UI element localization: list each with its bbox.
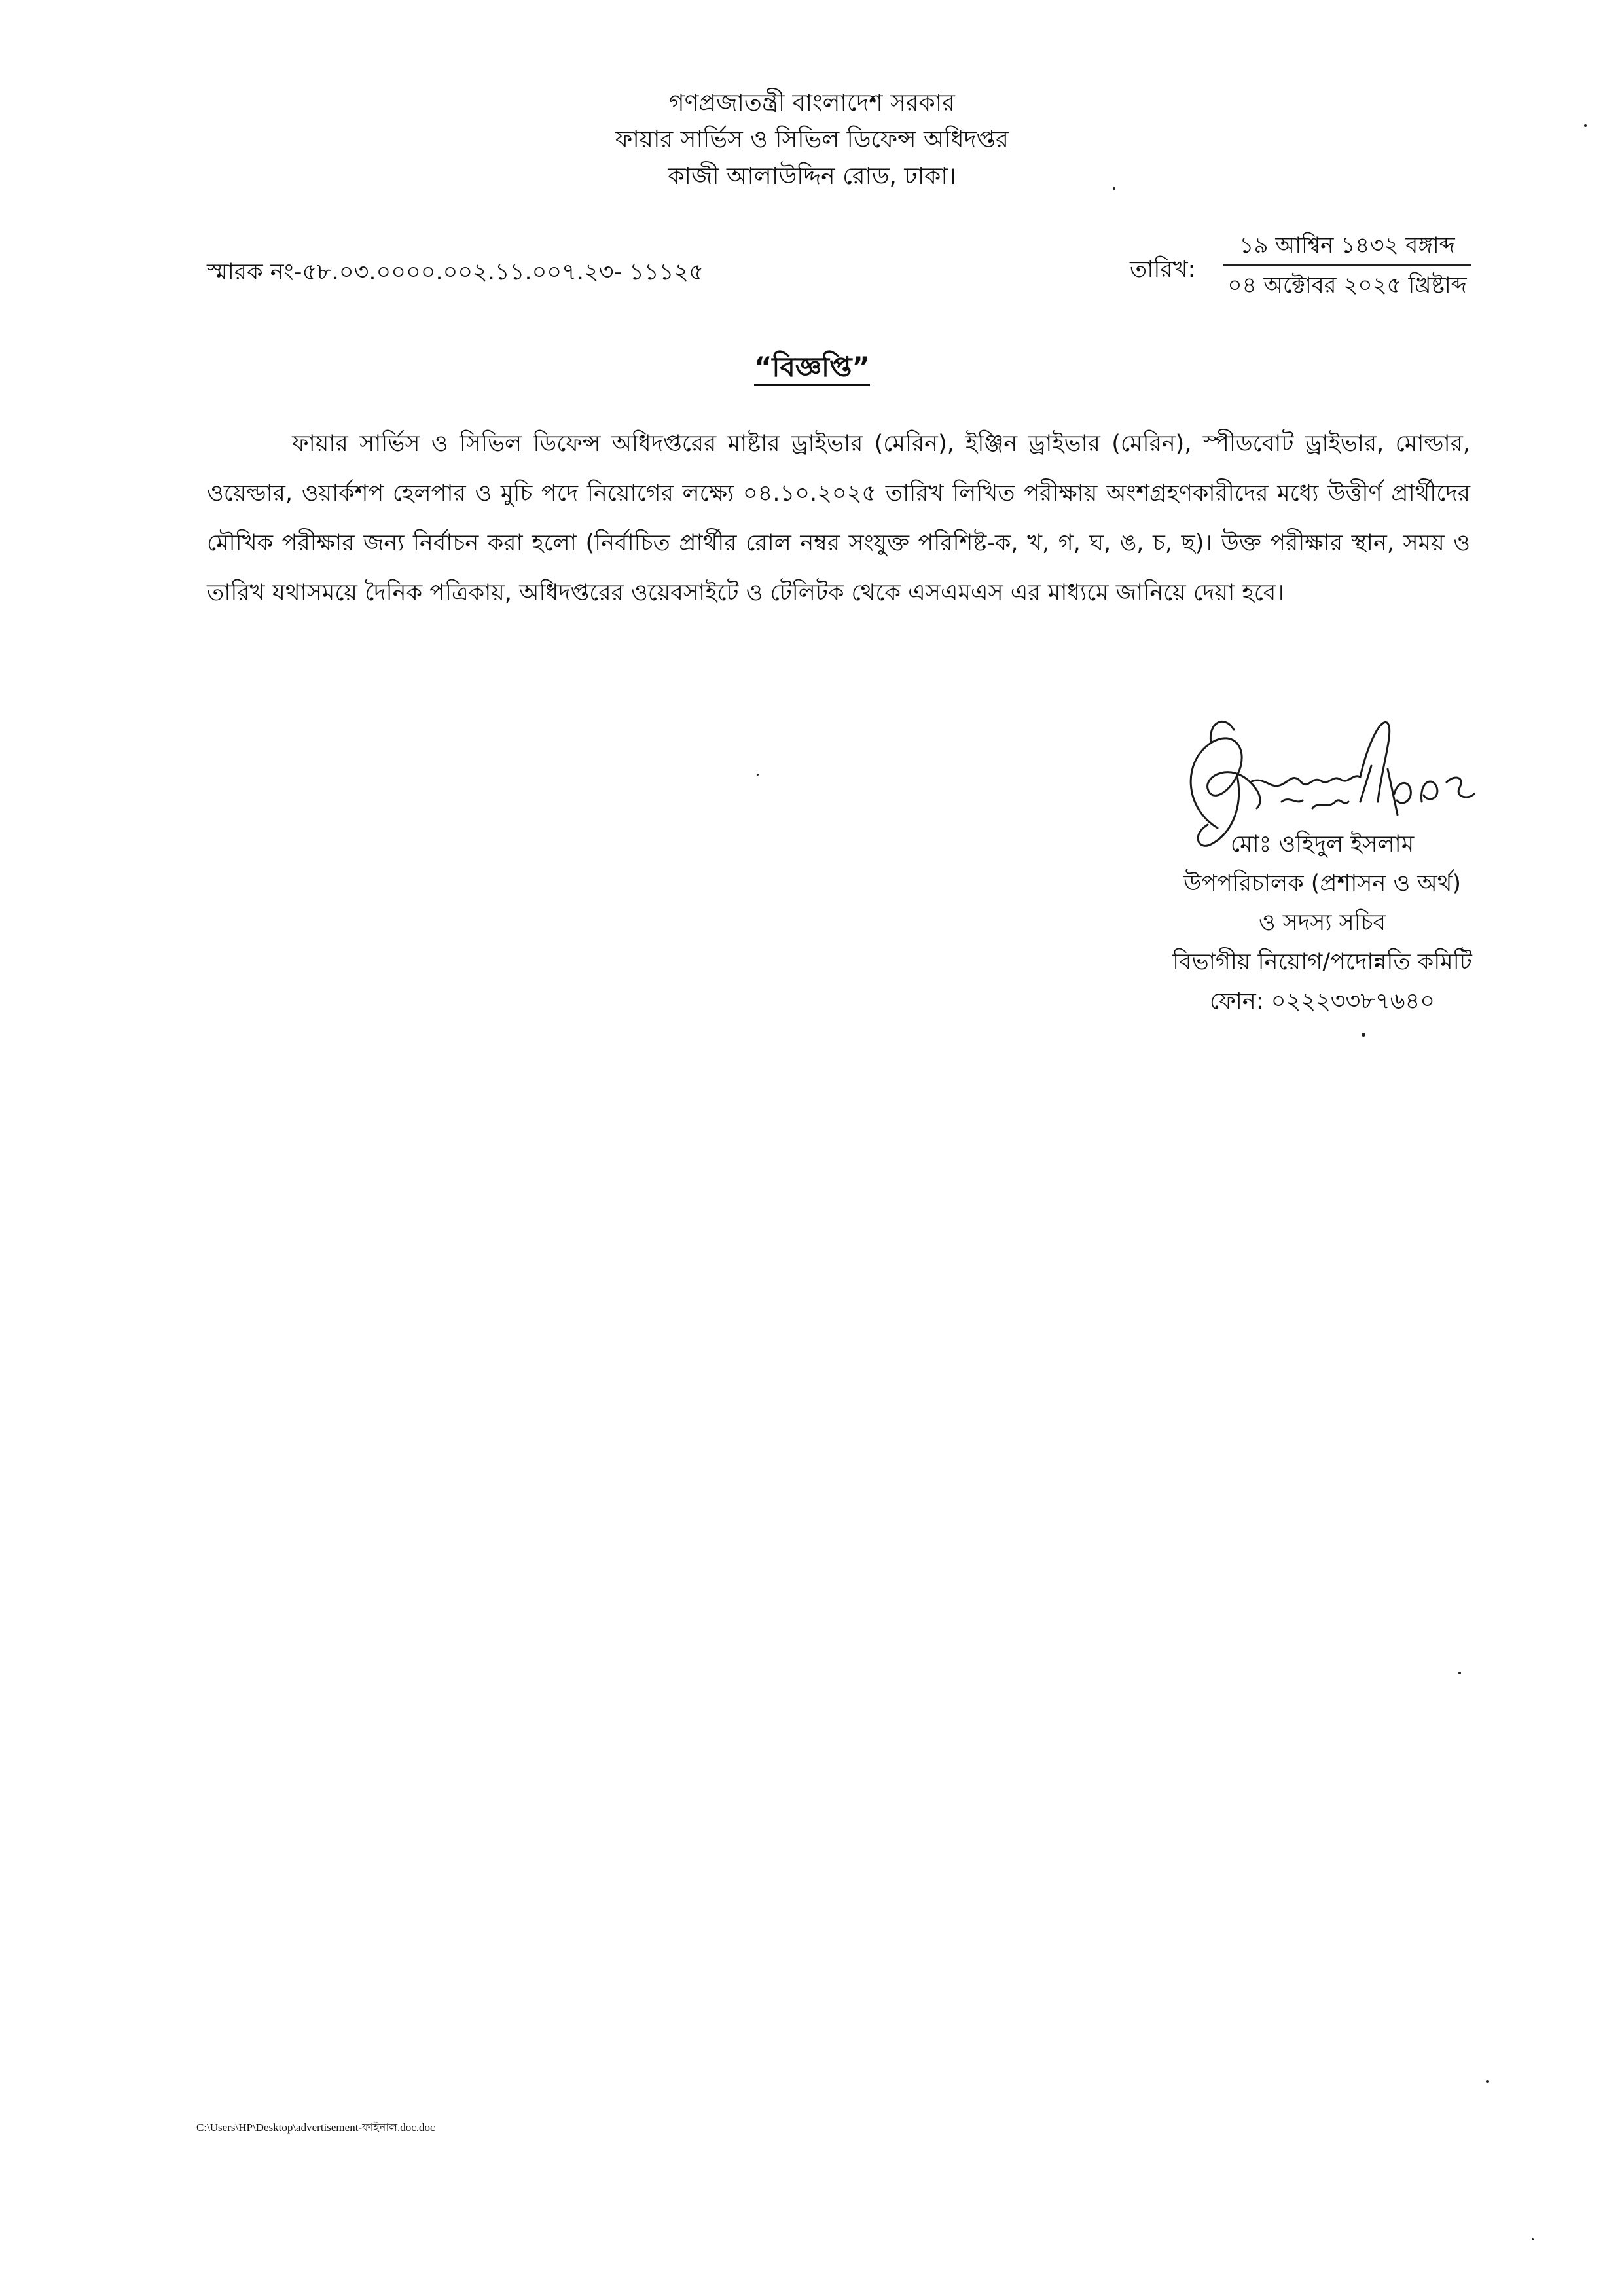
signatory-block [1113,825,1532,1021]
signatory-phone: ফোন: ০২২২৩৩৮৭৬৪০ [1210,988,1435,1014]
scan-speck [1113,187,1115,190]
signatory-committee: বিভাগীয় নিয়োগ/পদোন্নতি কমিটি [1172,949,1472,975]
notice-title [0,346,1624,392]
footer-file-path: C:\Users\HP\Desktop\advertisement-ফাইনাল.doc.doc [196,2121,435,2134]
notice-body: ফায়ার সার্ভিস ও সিভিল ডিফেন্স অধিদপ্তরের মাষ্টার ড্রাইভার (মেরিন), ইঞ্জিন ড্রাইভার (মেরিন), স্পীডবোট ড্রাইভার, মোল্ডার, ওয়েল্ডার, ওয়ার্কশপ হেলপার ও মুচি পদে নিয়োগের লক্ষ্যে ০৪.১০.২০২৫ তারিখ লিখিত পরীক্ষায় অংশগ্রহণকারীদের মধ্যে উত্তীর্ণ প্রার্থীদের মৌখিক পরীক্ষার জন্য নির্বাচন করা হলো (নির্বাচিত প্রার্থীর রোল নম্বর সংযুক্ত পরিশিষ্ট-ক, খ, গ, ঘ, ঙ, চ, ছ)। উক্ত পরীক্ষার স্থান, সময় ও তারিখ যথাসময়ে দৈনিক পত্রিকায়, অধিদপ্তরের ওয়েবসাইটে ও টেলিটক থেকে এসএমএস এর মাধ্যমে জানিয়ে দেয়া হবে। [207,431,1470,606]
department-address: কাজী আলাউদ্দিন রোড, ঢাকা। [668,163,956,190]
date-block [1223,230,1471,300]
letterhead [0,85,1624,195]
scan-speck [1458,1672,1461,1674]
signatory-name: মোঃ ওহিদুল ইসলাম [1230,831,1415,857]
signatory-role: ও সদস্য সচিব [1258,910,1386,936]
memo-number: স্মারক নং-৫৮.০৩.০০০০.০০২.১১.০০৭.২৩- ১১১২৫ [207,259,704,285]
notice-title-text: “বিজ্ঞপ্তি” [754,351,870,386]
date-label: তারিখ: [1130,257,1196,283]
department-name: ফায়ার সার্ভিস ও সিভিল ডিফেন্স অধিদপ্তর [615,126,1009,153]
scan-speck [757,774,759,776]
scan-speck [1362,1033,1365,1037]
date-bengali-calendar: ১৯ আশ্বিন ১৪৩২ বঙ্গাব্দ [1223,230,1471,266]
date-gregorian-calendar: ০৪ অক্টোবর ২০২৫ খ্রিষ্টাব্দ [1227,272,1467,298]
scan-speck [1486,2080,1489,2083]
scan-speck [1532,2238,1534,2240]
signatory-designation: উপপরিচালক (প্রশাসন ও অর্থ) [1183,870,1462,897]
government-name: গণপ্রজাতন্ত্রী বাংলাদেশ সরকার [668,90,955,117]
scan-speck [1584,124,1587,127]
